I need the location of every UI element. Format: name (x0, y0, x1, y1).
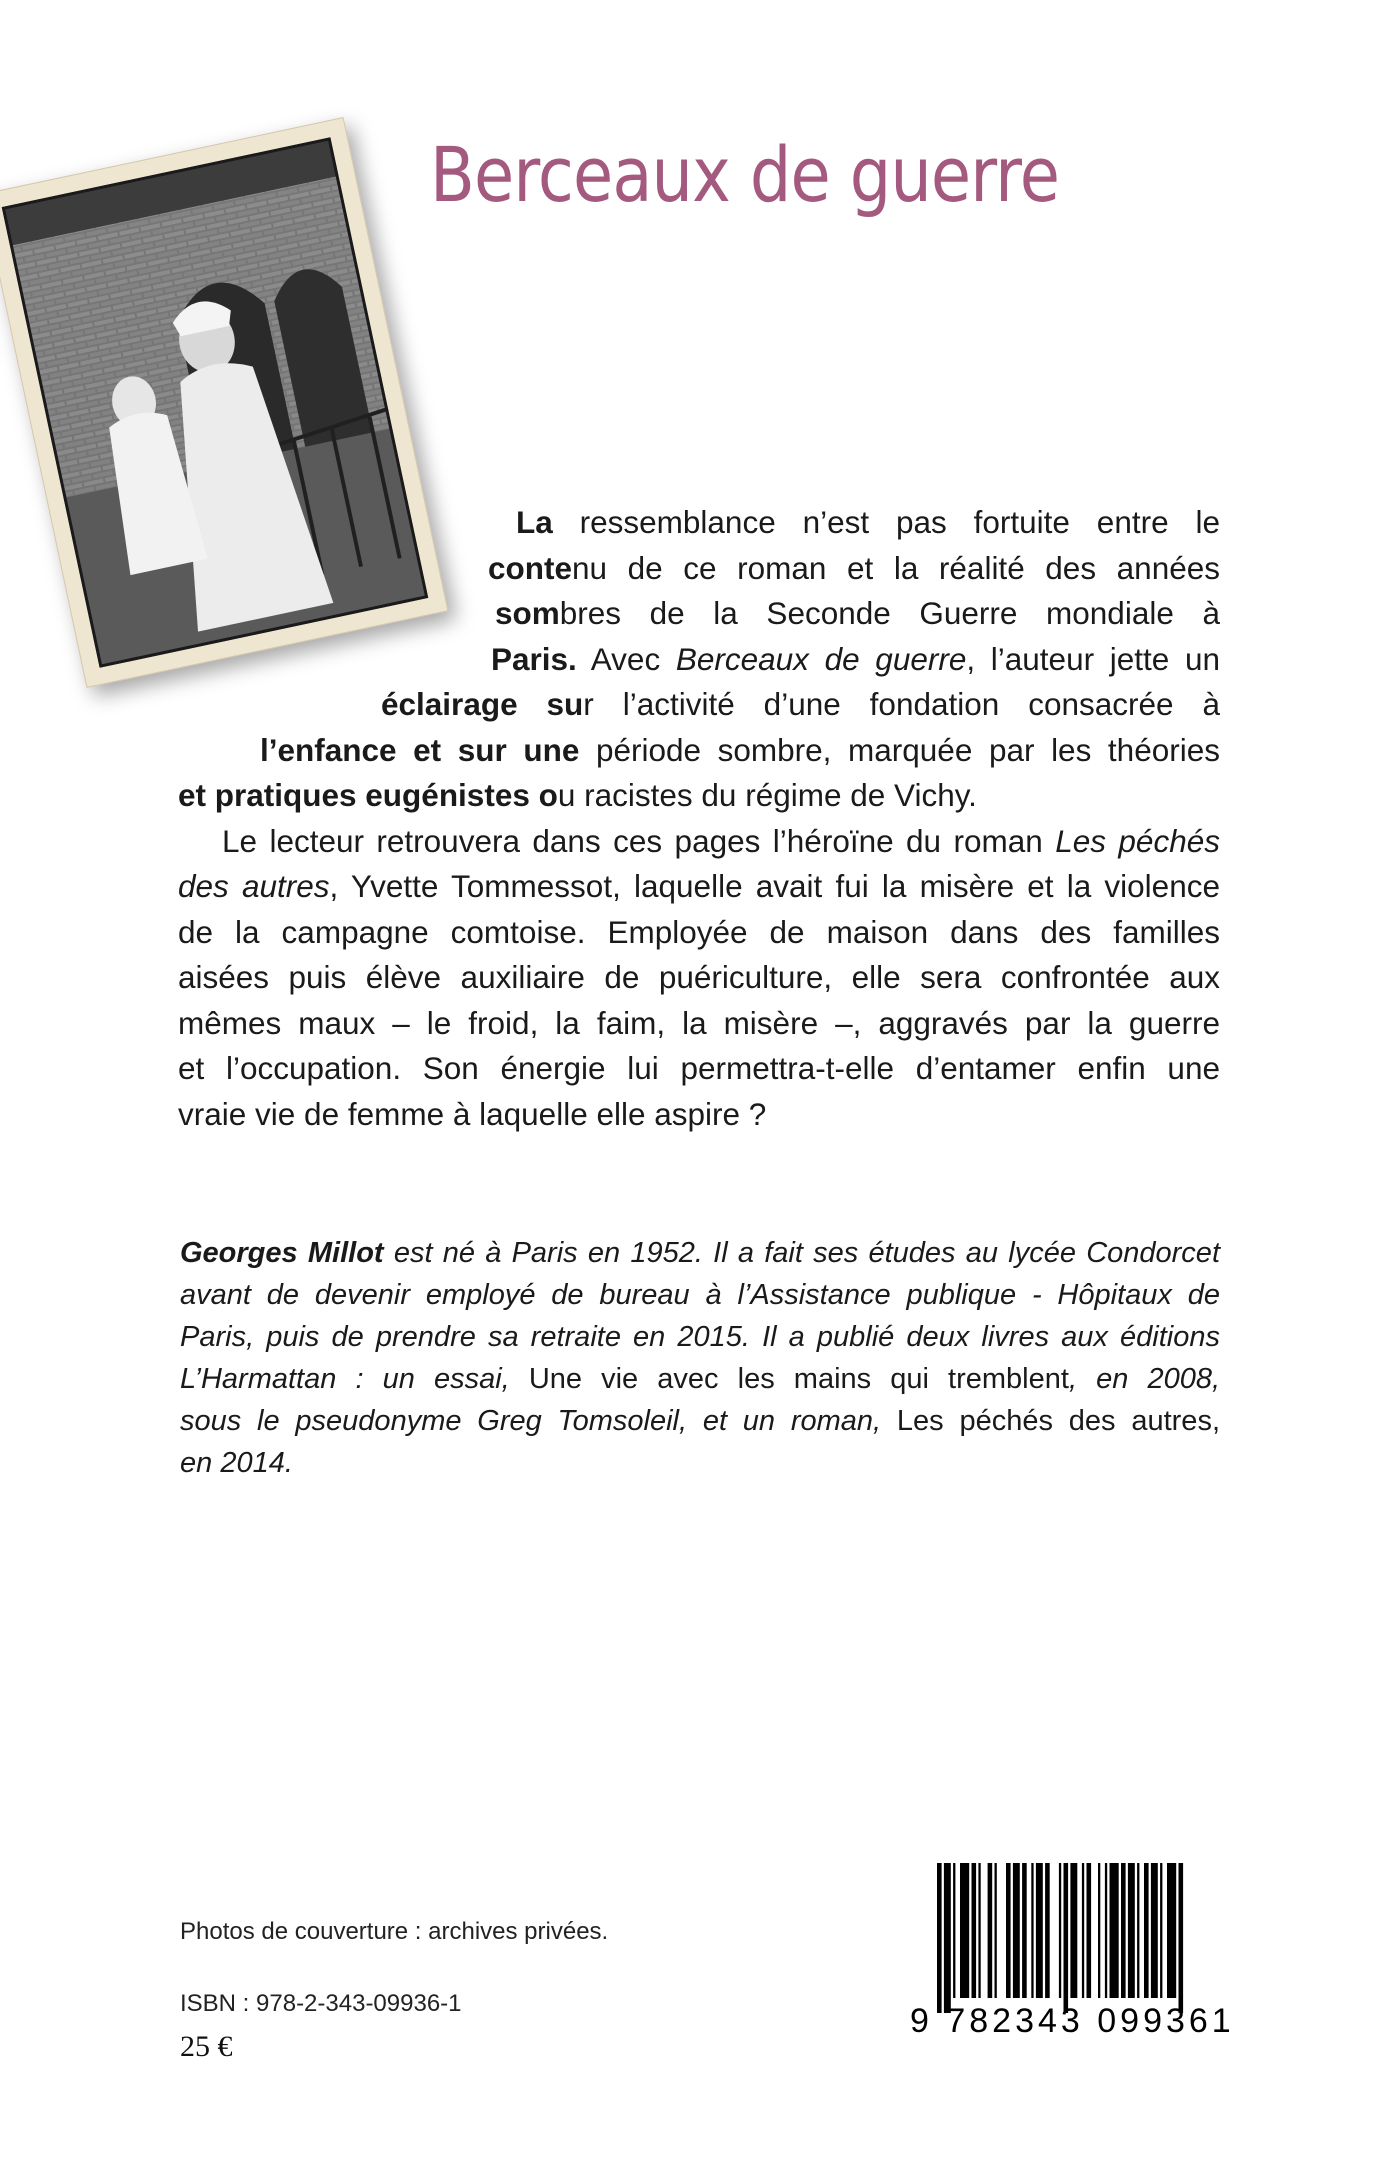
bio-line: en 2014. (180, 1447, 293, 1479)
blurb-line: La ressemblance n’est pas fortuite entre le (516, 504, 1220, 540)
isbn: ISBN : 978-2-343-09936-1 (180, 1990, 462, 2017)
blurb-line: de la campagne comtoise. Employée de maison dans des familles (178, 913, 1220, 950)
author-bio (180, 1232, 1220, 1484)
blurb-line: l’enfance et sur une période sombre, marquée par les théories (260, 731, 1220, 768)
bio-line: Georges Millot est né à Paris en 1952. Il a fait ses études au lycée Condorcet (180, 1237, 1220, 1269)
blurb-line: contenu de ce roman et la réalité des années (488, 549, 1220, 586)
blurb-line: mêmes maux – le froid, la faim, la misère –, aggravés par la guerre (178, 1004, 1220, 1041)
bio-line: sous le pseudonyme Greg Tomsoleil, et un roman, Les péchés des autres, (180, 1405, 1220, 1437)
bio-line: avant de devenir employé de bureau à l’Assistance publique - Hôpitaux de (180, 1279, 1220, 1311)
book-title: Berceaux de guerre (430, 130, 1060, 219)
blurb-line: aisées puis élève auxiliaire de puériculture, elle sera confrontée aux (178, 959, 1220, 995)
price: 25 € (180, 2030, 233, 2063)
blurb-line: éclairage sur l’activité d’une fondation consacrée à (381, 686, 1221, 722)
photo-credits: Photos de couverture : archives privées. (180, 1918, 609, 1945)
blurb-line: et pratiques eugénistes ou racistes du régime de Vichy. (178, 777, 977, 813)
author-name: Georges Millot (180, 1237, 384, 1269)
blurb-line: Paris. Avec Berceaux de guerre, l’auteur jette un (491, 640, 1220, 677)
blurb-line: et l’occupation. Son énergie lui permettra-t-elle d’entamer enfin une (178, 1050, 1220, 1086)
blurb-line: vraie vie de femme à laquelle elle aspire ? (178, 1095, 767, 1132)
blurb-line: Le lecteur retrouvera dans ces pages l’héroïne du roman Les péchés (222, 822, 1220, 859)
blurb-line: des autres, Yvette Tommessot, laquelle avait fui la misère et la violence (178, 868, 1220, 904)
barcode-icon (935, 1863, 1235, 2023)
barcode-number: 9 782343 099361 (910, 2002, 1235, 2040)
bio-line: L’Harmattan : un essai, Une vie avec les mains qui tremblent, en 2008, (180, 1363, 1221, 1395)
blurb-line: sombres de la Seconde Guerre mondiale à (495, 595, 1220, 631)
blurb (178, 500, 1220, 1137)
bio-line: Paris, puis de prendre sa retraite en 2015. Il a publié deux livres aux éditions (180, 1321, 1220, 1353)
